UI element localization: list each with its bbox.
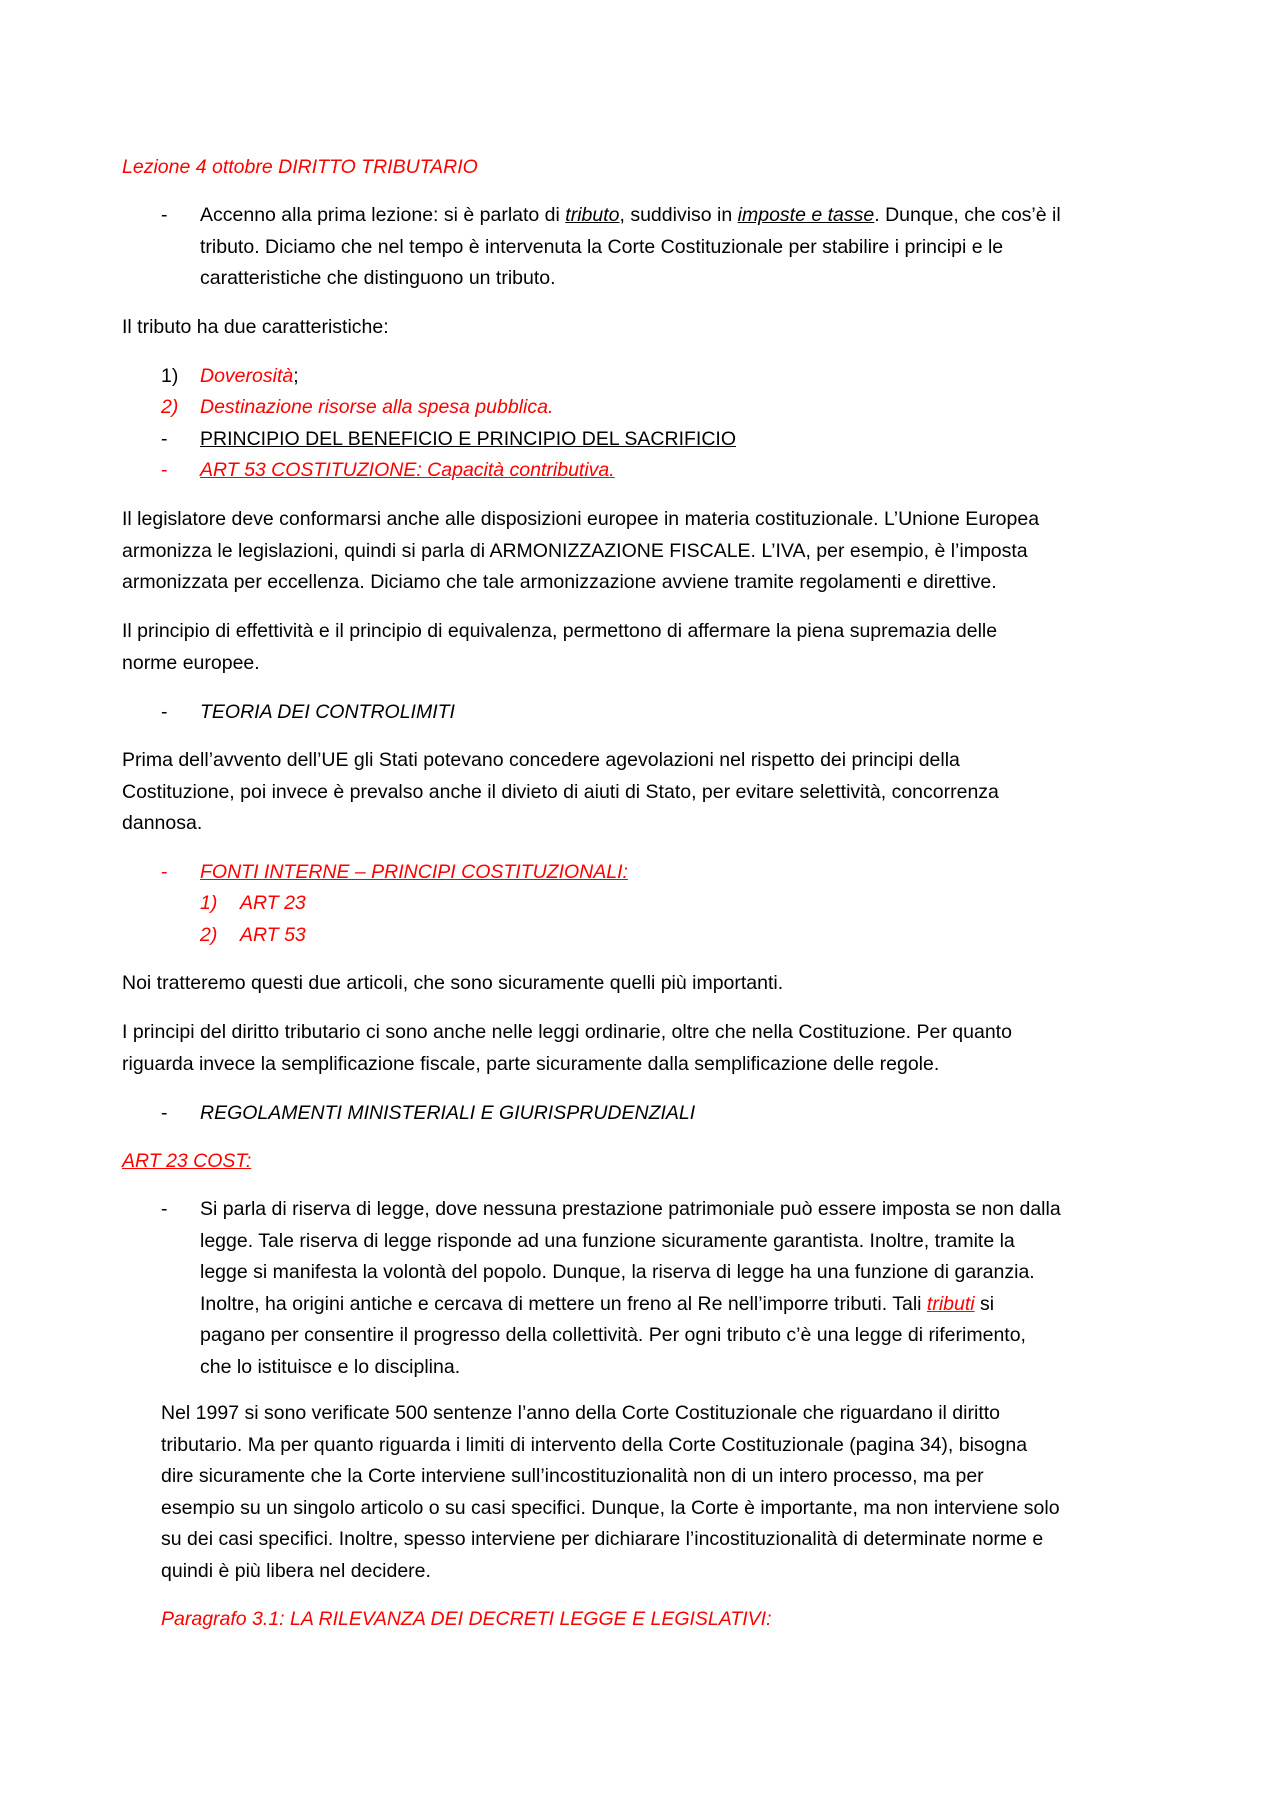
regolamenti-marker: - xyxy=(161,1102,168,1124)
caratteristiche-intro: Il tributo ha due caratteristiche: xyxy=(122,316,389,338)
fonti-marker: - xyxy=(161,861,168,883)
list-item-marker: - xyxy=(161,428,168,450)
paragraph-effettivita: Il principio di effettività e il principio di equivalenza, permettono di affermare la piena supremazia delle norme europee. xyxy=(122,620,998,674)
regolamenti-ministeriali: REGOLAMENTI MINISTERIALI E GIURISPRUDENZIALI xyxy=(200,1102,696,1124)
list-item-marker: 2) xyxy=(200,924,218,946)
list-item-marker: 2) xyxy=(161,396,179,418)
paragraph-articoli: Noi tratteremo questi due articoli, che sono sicuramente quelli più importanti. xyxy=(122,972,784,994)
list-item-marker: - xyxy=(161,459,168,481)
list-item-art53-fonti: ART 53 xyxy=(240,924,306,946)
list-item-doverosita: Doverosità; xyxy=(200,365,299,387)
term-tributi-link: tributi xyxy=(926,1292,975,1315)
controlimiti-marker: - xyxy=(161,701,168,723)
intro-bullet-marker: - xyxy=(161,204,168,226)
list-item-art23: ART 23 xyxy=(240,892,306,914)
paragraph-aiuti-di-stato: Prima dell’avvento dell’UE gli Stati potevano concedere agevolazioni nel rispetto dei principi della Costituzione, poi invece è prevalso anche il divieto di aiuti di Stato, per evitare selettività, concorrenza dannosa. xyxy=(122,749,999,834)
paragraph-armonizzazione: Il legislatore deve conformarsi anche alle disposizioni europee in materia costituzionale. L’Unione Europea armonizza le legislazioni, quindi si parla di ARMONIZZAZIONE FISCALE. L’IVA, per esempio, è l’imposta armonizzata per eccellenza. Diciamo che tale armonizzazione avviene tramite regolamenti e direttive. xyxy=(122,508,1040,593)
intro-line-1: Accenno alla prima lezione: si è parlato di tributo, suddiviso in imposte e tasse. Dunque, che cos’è il xyxy=(200,204,1061,226)
list-item-marker: 1) xyxy=(161,365,179,387)
term-imposte-tasse: imposte e tasse xyxy=(737,204,875,226)
paragraph-1997-sentenze: Nel 1997 si sono verificate 500 sentenze l’anno della Corte Costituzionale che riguardano il diritto tributario. Ma per quanto riguarda i limiti di intervento della Corte Costituzionale (pagina 34), bisogna dire sicuramente che la Corte interviene sull’incostituzionalità non di un intero processo, ma per esempio su un singolo articolo o su casi specifici. Dunque, la Corte è importante, ma non interviene solo su dei casi specifici. Inoltre, spesso interviene per dichiarare l’incostituzionalità di determinate norme e quindi è più libera nel decidere. xyxy=(161,1402,1060,1582)
intro-line-3: caratteristiche che distinguono un tributo. xyxy=(200,267,556,289)
paragraph-principi: I principi del diritto tributario ci sono anche nelle leggi ordinarie, oltre che nella Costituzione. Per quanto riguarda invece la semplificazione fiscale, parte sicuramente dalla semplificazione delle regole. xyxy=(122,1021,1012,1075)
teoria-controlimiti: TEORIA DEI CONTROLIMITI xyxy=(200,701,455,723)
list-item-destinazione: Destinazione risorse alla spesa pubblica. xyxy=(200,396,554,418)
paragrafo-3-1-heading: Paragrafo 3.1: LA RILEVANZA DEI DECRETI LEGGE E LEGISLATIVI: xyxy=(161,1608,772,1630)
art23-heading: ART 23 COST: xyxy=(122,1150,252,1172)
intro-paragraph xyxy=(200,200,1061,295)
list-item-art53: ART 53 COSTITUZIONE: Capacità contributiva. xyxy=(200,459,615,481)
term-tributo: tributo xyxy=(565,204,620,226)
fonti-interne-heading: FONTI INTERNE – PRINCIPI COSTITUZIONALI: xyxy=(200,861,628,883)
list-item-principio-beneficio: PRINCIPIO DEL BENEFICIO E PRINCIPIO DEL SACRIFICIO xyxy=(200,428,736,450)
art23-bullet-marker: - xyxy=(161,1198,168,1220)
list-item-marker: 1) xyxy=(200,892,218,914)
intro-line-2: tributo. Diciamo che nel tempo è intervenuta la Corte Costituzionale per stabilire i principi e le xyxy=(200,235,1004,258)
lesson-title: Lezione 4 ottobre DIRITTO TRIBUTARIO xyxy=(122,156,478,178)
paragraph-riserva-di-legge: Si parla di riserva di legge, dove nessuna prestazione patrimoniale può essere imposta se non dalla legge. Tale riserva di legge risponde ad una funzione sicuramente garantista. Inoltre, tramite la legge si manifesta la volontà del popolo. Dunque, la riserva di legge ha una funzione di garanzia. Inoltre, ha origini antiche e cercava di mettere un freno al Re nell’imporre tributi. Tali tributi si pagano per consentire il progresso della collettività. Per ogni tributo c’è una legge di riferimento, che lo istituisce e lo disciplina. xyxy=(200,1198,1061,1378)
